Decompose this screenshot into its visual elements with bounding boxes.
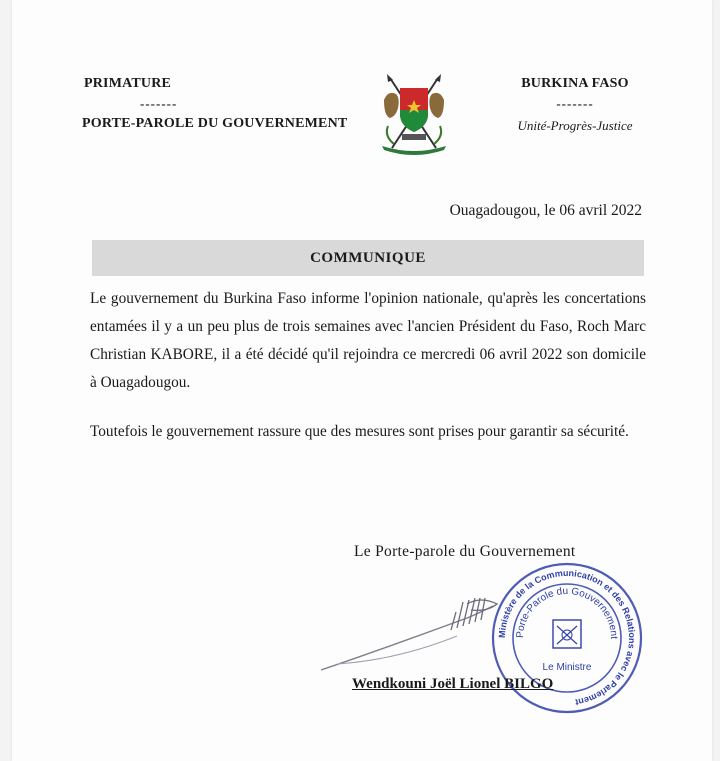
country-label: BURKINA FASO (521, 76, 629, 91)
header-left-dashes: ------- (140, 96, 178, 111)
stamp-outer-text: Ministère de la Communication et des Relations avec le Parlement (496, 567, 638, 708)
svg-text:Porte-Parole du Gouvernement (515, 586, 619, 639)
header-right (500, 76, 650, 134)
porte-parole-label: PORTE-PAROLE DU GOUVERNEMENT (82, 116, 348, 131)
header-left (82, 76, 362, 132)
paragraph-1: Le gouvernement du Burkina Faso informe l'opinion nationale, qu'après les concertations entamées il y a un peu plus de trois semaines avec l'ancien Président du Faso, Roch Marc Christian KABORE, il a été décidé qu'il rejoindra ce mercredi 06 avril 2022 son domicile à Ouagadougou. (90, 290, 646, 391)
national-motto: Unité-Progrès-Justice (517, 118, 633, 133)
document-page (12, 0, 712, 761)
signer-name: Wendkouni Joël Lionel BILGO (352, 676, 554, 692)
stamp-inner-text: Porte-Parole du Gouvernement (514, 585, 620, 640)
date-line: Ouagadougou, le 06 avril 2022 (449, 202, 642, 219)
handwritten-signature (317, 588, 507, 678)
primature-label: PRIMATURE (84, 76, 172, 91)
header-right-dashes: ------- (556, 96, 594, 111)
signature-title: Le Porte-parole du Gouvernement (354, 543, 576, 560)
communique-title-text: COMMUNIQUE (310, 249, 426, 266)
coat-of-arms-icon (378, 70, 450, 156)
paragraph-2: Toutefois le gouvernement rassure que des mesures sont prises pour garantir sa sécurité. (90, 423, 629, 440)
stamp-center-text: Le Ministre (542, 662, 592, 673)
communique-title (92, 240, 644, 276)
